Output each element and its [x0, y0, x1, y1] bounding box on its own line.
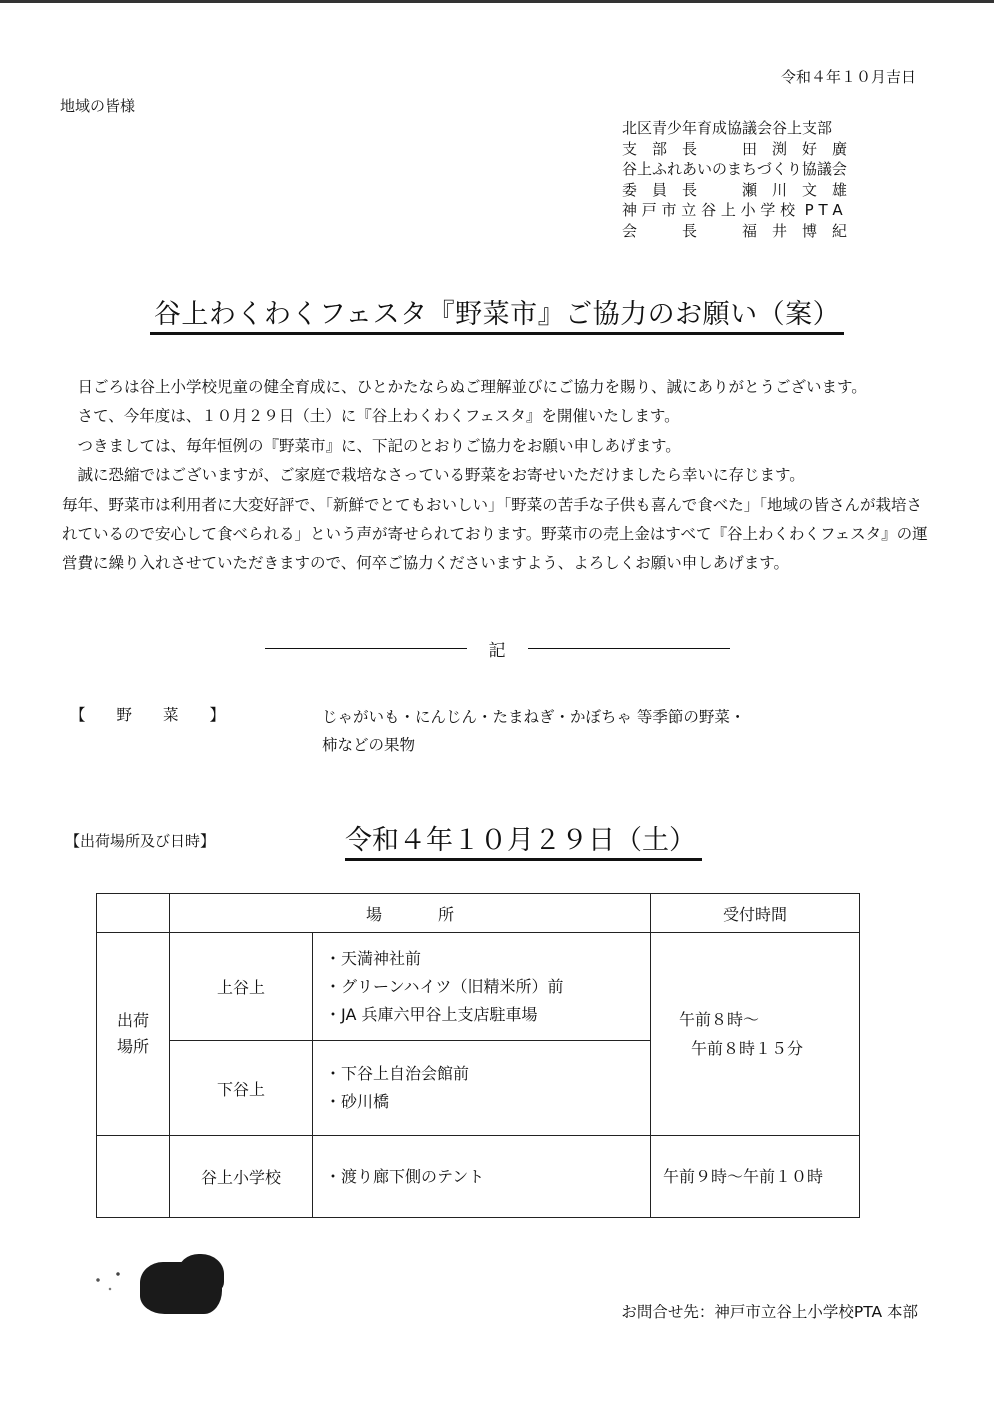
time-cell: 午前９時～午前１０時 [651, 1136, 860, 1218]
sender-line: 北区青少年育成協議会谷上支部 [622, 119, 833, 137]
scan-edge-line [0, 0, 994, 3]
place-item: ・砂川橋 [325, 1092, 390, 1111]
places-cell [313, 1136, 651, 1218]
ink-stain [178, 1254, 224, 1294]
sender-line: 委 員 長 瀬 川 文 雄 [622, 180, 848, 199]
area-cell: 谷上小学校 [170, 1136, 313, 1218]
vegetables-label: 【 野 菜 】 [70, 706, 226, 724]
place-item: ・グリーンハイツ（旧精米所）前 [325, 976, 564, 996]
place-item: ・JA 兵庫六甲谷上支店駐車場 [325, 1004, 538, 1024]
sender-line: 谷上ふれあいのまちづくり協議会 [622, 160, 847, 178]
sender-line: 支 部 長 田 渕 好 廣 [622, 139, 848, 158]
body-paragraph: 日ごろは谷上小学校児童の健全育成に、ひとかたならぬご理解並びにご協力を賜り、誠にありがとうございます。 [77, 378, 867, 396]
document-date: 令和４年１０月吉日 [780, 68, 916, 86]
places-cell [313, 1041, 651, 1136]
table-row [97, 933, 860, 1041]
body-paragraph: 誠に恐縮ではございますが、ご家庭で栽培なさっている野菜をお寄せいただけましたら幸いに存じます。 [77, 466, 805, 485]
header-place-b: 所 [438, 904, 455, 924]
group-label-line: 場所 [116, 1037, 149, 1056]
area-cell: 上谷上 [170, 933, 313, 1041]
separator-line-right [528, 648, 730, 649]
area-cell: 下谷上 [170, 1041, 313, 1136]
ki-separator [0, 636, 994, 661]
body-paragraph: さて、今年度は、１０月２９日（土）に『谷上わくわくフェスタ』を開催いたします。 [77, 407, 680, 426]
header-blank-cell [97, 894, 170, 933]
sender-line: 会 長 福 井 博 紀 [622, 221, 848, 240]
header-time-cell: 受付時間 [651, 894, 860, 933]
body-paragraph: 毎年、野菜市は利用者に大変好評で、「新鮮でとてもおいしい」「野菜の苦手な子供も喜んで食べた」「地域の皆さんが栽培されているので安心して食べられる」という声が寄せられております。野菜市の売上金はすべて『谷上わくわくフェスタ』の運営費に繰り入れさせていただきますので、何卒ご協力くださいますよう、よろしくお願い申しあげます。 [62, 495, 928, 573]
group-label-line: 出荷 [116, 1011, 149, 1030]
ki-label: 記 [488, 641, 506, 661]
contact-info: お問合せ先：神戸市立谷上小学校PTA 本部 [621, 1303, 918, 1321]
header-place-cell [170, 894, 651, 933]
place-item: ・天満神社前 [325, 948, 422, 968]
separator-line-left [265, 648, 467, 649]
greeting: 地域の皆様 [60, 97, 136, 115]
document-title-wrap [0, 292, 994, 331]
table-header-row [97, 894, 860, 933]
place-item: ・渡り廊下側のテント [325, 1166, 485, 1186]
vegetables-line: じゃがいも・にんじん・たまねぎ・かぼちゃ 等季節の野菜・ [322, 708, 746, 726]
document-title: 谷上わくわくフェスタ『野菜市』ご協力のお願い（案） [150, 299, 844, 335]
vegetables-line: 柿などの果物 [322, 736, 416, 754]
shipping-date: 令和４年１０月２９日（土） [345, 818, 702, 861]
places-cell [313, 933, 651, 1041]
header-place-a: 場 [365, 904, 382, 924]
time-line: 午前８時～ [679, 1010, 760, 1029]
shipping-label: 【出荷場所及び日時】 [65, 832, 216, 850]
table-row [97, 1136, 860, 1218]
letter-body [62, 373, 928, 579]
body-paragraph: つきましては、毎年恒例の『野菜市』に、下記のとおりご協力をお願い申しあげます。 [77, 436, 681, 455]
time-cell-shared [651, 933, 860, 1136]
place-item: ・下谷上自治会館前 [325, 1064, 470, 1083]
schedule-table [96, 893, 860, 1218]
vegetables-text [322, 703, 882, 759]
scan-speckle [86, 1268, 126, 1298]
group-label-cell [97, 933, 170, 1136]
sender-list [622, 118, 847, 241]
sender-line: 神 戸 市 立 谷 上 小 学 校 P T A [622, 201, 843, 219]
blank-cell [97, 1136, 170, 1218]
time-line: 午前８時１５分 [691, 1039, 804, 1058]
